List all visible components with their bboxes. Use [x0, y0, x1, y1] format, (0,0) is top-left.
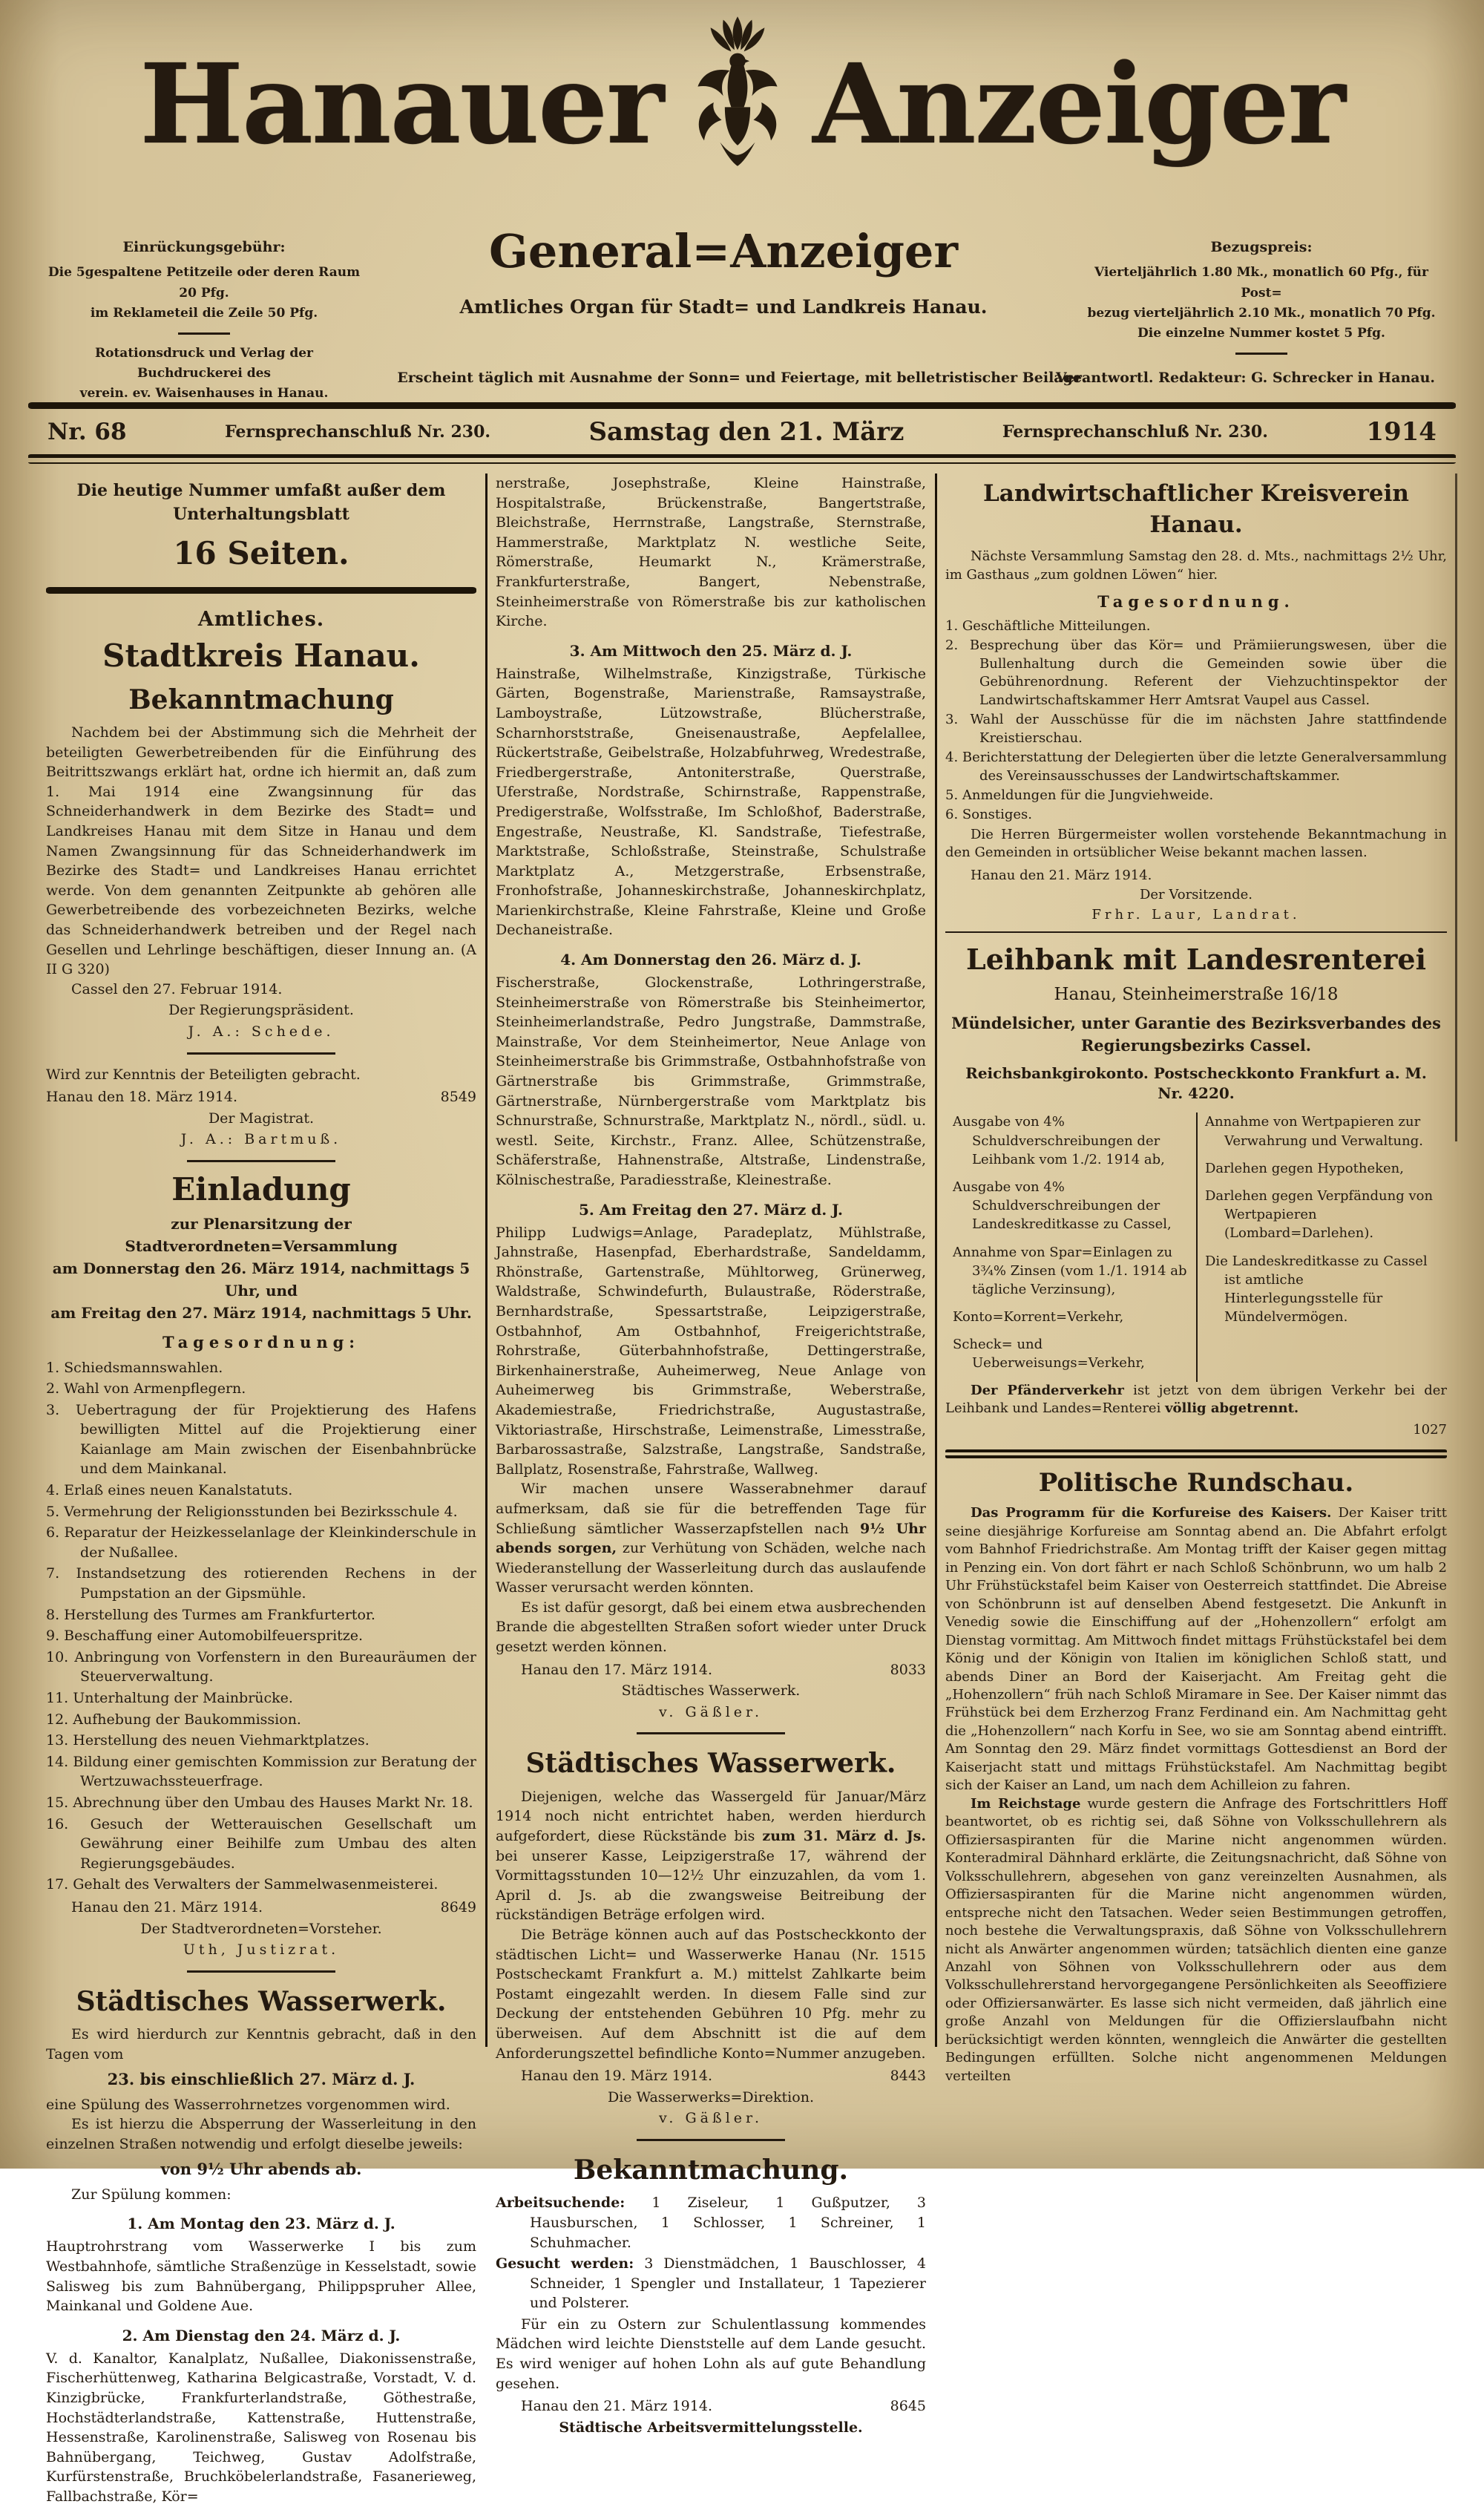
service-item: Ausgabe von 4% Schuldverschreibungen der Leihbank vom 1./2. 1914 ab,: [953, 1114, 1165, 1167]
news-reichstag: [945, 1795, 1447, 2086]
separator: [945, 931, 1447, 933]
date-ref-row: [46, 1087, 476, 1107]
payment-notice: [496, 1787, 926, 1925]
street-list: Hainstraße, Wilhelmstraße, Kinzigstraße, Türkische Gärten, Bogenstraße, Marienstraße, Ramsaystraße, Lamboystraße, Lützowstraße, Blücherstraße, Scharnhorststraße, Gneisenaustraße, Aepfelallee, Rückertstraße, Geibelstraße, Holzabfuhrweg, Wredestraße, Friedbergerstraße, Antoniterstraße, Querstraße, Uferstraße, Nordstraße, Schirnstraße, Rappenstraße, Predigerstraße, Wolfsstraße, Im Schloßhof, Baderstraße, Engestraße, Neustraße, Kl. Sandstraße, Tiefestraße, Marktstraße, Schloßstraße, Steinstraße, Schulstraße Marktplatz A., Metzgerstraße, Erbsenstraße, Fronhofstraße, Johanneskirchstraße, Johanneskirchplatz, Marienkirchstraße, Kleine Fahrstraße, Kleine und Große Dechaneistraße.: [496, 665, 926, 939]
waterworks-text: Zur Spülung kommen:: [71, 2186, 232, 2203]
agenda-item: 6. Reparatur der Heizkesselanlage der Kleinkinderschule in der Nußallee.: [46, 1524, 476, 1561]
signature: v. Gäßler.: [658, 2110, 764, 2127]
separator: [187, 1970, 335, 1973]
leihbank-accounts: [945, 1064, 1447, 1104]
street-list: Hauptrohrstrang vom Wasserwerke I bis zum Westbahnhofe, sämtliche Straßenzüge in Kesselstadt, sowie Salisweg bis zum Bahnübergang, Philippspruher Allee, Mainkanal und Goldene Aue.: [46, 2238, 476, 2315]
pawn-notice: [945, 1382, 1447, 1418]
dateline: [47, 413, 1437, 451]
issue-date: Samstag den 21. März: [588, 417, 904, 447]
mayors-note: Die Herren Bürgermeister wollen vorstehende Bekanntmachung in den Gemeinden in ortsüblicher Weise bekannt machen lassen.: [945, 826, 1447, 861]
signature: Städtisches Wasserwerk.: [621, 1682, 801, 1700]
heading-leihbank: Leihbank mit Landesrenterei: [965, 943, 1427, 977]
accounts-line: Reichsbankgirokonto. Postscheckkonto Frankfurt a. M.: [965, 1064, 1427, 1083]
fees-line: Die 5gespaltene Petitzeile oder deren Raum 20 Pfg.: [47, 265, 361, 301]
signature: Uth, Justizrat.: [183, 1941, 340, 1959]
signature: Der Stadtverordneten=Vorsteher.: [140, 1920, 382, 1937]
service-item: Darlehen gegen Hypotheken,: [1205, 1160, 1404, 1176]
date-ref-row: [496, 2066, 926, 2086]
fees-line: verein. ev. Waisenhauses in Hanau.: [79, 386, 329, 402]
separator: [187, 1052, 335, 1055]
banner-page-count: 16 Seiten.: [173, 534, 349, 571]
fees-line: Rotationsdruck und Verlag der Buchdruckerei des: [94, 345, 314, 381]
signature: Die Wasserwerks=Direktion.: [608, 2088, 814, 2105]
heading-wasserwerk-2: Städtisches Wasserwerk.: [525, 1748, 896, 1780]
leihbank-address: Hanau, Steinheimerstraße 16/18: [1054, 984, 1339, 1004]
invitation-line: am Freitag den 27. März 1914, nachmittags 5 Uhr.: [50, 1304, 472, 1323]
notice-text: zur Verhütung von Schäden, welche nach Wiederanstellung der Wasserleitung durch das auslaufende Wasser verursacht werden könnten.: [496, 1540, 926, 1596]
masthead-title-right: Anzeiger: [812, 39, 1345, 168]
heading-tagesordnung: Tagesordnung.: [1097, 592, 1295, 612]
agenda-item: 15. Abrechnung über den Umbau des Hauses Markt Nr. 18.: [46, 1794, 473, 1811]
agenda-list: [945, 617, 1447, 825]
leihbank-services-right: [1196, 1112, 1447, 1381]
article-text: Der Kaiser tritt seine diesjährige Korfureise am Sonntag abend an. Die Abfahrt erfolgt vom Bahnhof Friedrichstraße. Am Montag trifft der Kaiser gegen mittag in Penzing ein. Von dort fährt er nach Schloß Schönbrunn, wo um halb 2 Uhr Frühstückstafel beim Kaiser von Oesterreich stattfindet. Die Abreise von Schönbrunn ist auf denselben Abend festgesetzt. Die Ankunft in Venedig sowie die Einschiffung auf der „Hohenzollern“ erfolgt am Dienstag vormittag. Am Mittwoch findet mittags Frühstückstafel bei dem König und der Königin von Italien im königlichen Schloß statt, und abends Diner an Bord der Kaiserjacht. Am Freitag geht die „Hohenzollern“ früh nach Schloß Miramare in See. Der Kaiser nimmt das Frühstück bei dem Erzherzog Franz Ferdinand ein. Am Nachmittag geht die „Hohenzollern“ nach Korfu in See, wo sie am Sonntag abend eintrifft. Am Sonntag den 29. März findet vormittags Gottesdienst an Bord der Kaiserjacht statt und mittags Frühstückstafel. Am Nachmittag begibt sich der Kaiser an Land, um nach dem Achilleion zu fahren.: [945, 1505, 1447, 1794]
signature: Der Vorsitzende.: [1139, 887, 1253, 903]
label: Gesucht werden:: [496, 2255, 634, 2272]
service-item: Ausgabe von 4% Schuldverschreibungen der Landeskreditkasse zu Cassel,: [953, 1179, 1172, 1233]
job-seekers: [496, 2193, 926, 2252]
divider: [1235, 353, 1287, 355]
publish-line: Erscheint täglich mit Ausnahme der Sonn= und Feiertage, mit belletristischer Beilage.: [397, 370, 1087, 386]
news-kaiser-corfu: [945, 1504, 1447, 1795]
signature: J. A.: Bartmuß.: [180, 1131, 342, 1148]
signature: Der Regierungspräsident.: [168, 1002, 354, 1019]
note: Wird zur Kenntnis der Beteiligten gebracht.: [46, 1066, 361, 1083]
reference-number: 8443: [890, 2068, 926, 2085]
place-date: Hanau den 21. März 1914.: [521, 2398, 712, 2415]
place-date: Hanau den 19. März 1914.: [521, 2068, 712, 2085]
rule: [28, 402, 1456, 409]
date-ref-row: [46, 1898, 476, 1918]
agenda-item: 17. Gehalt des Verwalters der Sammelwasenmeisterei.: [46, 1876, 439, 1893]
street-list: Philipp Ludwigs=Anlage, Paradeplatz, Mühlstraße, Jahnstraße, Hasenpfad, Eberhardstraße, Sandeldamm, Rhönstraße, Gartenstraße, Mühltorweg, Grünerweg, Waldstraße, Schwindefurth, Bulaustraße, Röderstraße, Bernhardstraße, Spessartstraße, Leipzigerstraße, Ostbahnhof, Am Ostbahnhof, Freigerichtstraße, Rohrstraße, Güterbahnhofstraße, Dettingerstraße, Birkenhainerstraße, Auheimerweg, Neue Anlage von Auheimerweg bis Grimmstraße, Weberstraße, Akademiestraße, Friedrichstraße, Augustastraße, Viktoriastraße, Hirschstraße, Leimenstraße, Limesstraße, Barbarossastraße, Salzstraße, Langstraße, Sandstraße, Ballplatz, Rosenstraße, Fahrstraße, Wallweg.: [496, 1224, 926, 1478]
job-notice: Für ein zu Ostern zur Schulentlassung kommendes Mädchen wird leichte Dienststelle auf dem Lande gesucht. Es wird weniger auf hohen Lohn als auf gute Behandlung gesehen.: [496, 2316, 926, 2392]
notice-bold: völlig abgetrennt.: [1165, 1400, 1299, 1417]
notice-bold: zum 31. März d. Js.: [762, 1828, 926, 1845]
price-box: [1083, 223, 1439, 364]
day-heading: 5. Am Freitag den 27. März d. J.: [578, 1200, 844, 1219]
section-heading-amtliches: Amtliches.: [197, 607, 325, 631]
agenda-item: 2. Besprechung über das Kör= und Prämiierungswesen, über die Bullenhaltung durch die Gemeinden sowie über die Gebührenordnung. Referent der Viehzuchtinspektor der Landwirtschaftskammer Herr Amtsrat Vaupel aus Cassel.: [945, 638, 1447, 708]
agenda-item: 9. Beschaffung einer Automobilfeuerspritze.: [46, 1628, 364, 1645]
announcement-text: Nachdem bei der Abstimmung sich die Mehrheit der beteiligten Gewerbetreibenden für die Einführung des Beitrittszwangs erklärt hat, ordne ich hiermit an, daß zum 1. Mai 1914 eine Zwangsinnung für das Schneiderhandwerk in dem Bezirke des Stadt= und Landkreises Hanau mit dem Sitze in Hanau und dem Namen Zwangsinnung für das Schneiderhandwerk im Bezirke des Stadt= und Landkreises Hanau errichtet werde. Von dem genannten Zeitpunkte ab gehören alle Gewerbetreibende des vorbezeichneten Bezirks, welche das Schneiderhandwerk betreiben und der Regel nach Gesellen und Lehrlinge beschäftigen, dieser Innung an. (A II G 320): [46, 724, 476, 978]
customer-notice: [496, 1479, 926, 1598]
day-heading: 3. Am Mittwoch den 25. März d. J.: [569, 641, 853, 660]
double-rule: [945, 1449, 1447, 1458]
fire-notice: Es ist dafür gesorgt, daß bei einem etwa ausbrechenden Brande die abgestellten Straßen sofort wieder unter Druck gesetzt werden können.: [496, 1599, 926, 1656]
page-body: [46, 473, 1448, 2505]
signature: v. Gäßler.: [658, 1703, 764, 1720]
notice-text: ist jetzt von dem übrigen Verkehr bei der Leihbank und Landes=Renterei: [945, 1382, 1448, 1417]
place-date: Cassel den 27. Februar 1914.: [71, 980, 283, 997]
agenda-item: 3. Uebertragung der für Projektierung des Hafens bewilligten Mittel auf die Projektierung einer Kaianlage am Main zwischen der Eisenbahnbrücke und dem Mainkanal.: [46, 1401, 476, 1478]
rule: [46, 587, 476, 594]
agenda-item: 5. Anmeldungen für die Jungviehweide.: [945, 787, 1214, 804]
agenda-item: 1. Geschäftliche Mitteilungen.: [945, 617, 1151, 634]
flushing-dates: 23. bis einschließlich 27. März d. J.: [107, 2070, 416, 2089]
notice-bold: Der Pfänderverkehr: [971, 1382, 1124, 1398]
signature: Der Magistrat.: [208, 1110, 315, 1127]
fees-line: im Reklameteil die Zeile 50 Pfg.: [90, 305, 318, 321]
responsible-editor: Verantwortl. Redakteur: G. Schrecker in Hanau.: [1055, 370, 1435, 386]
phone-left: Fernsprechanschluß Nr. 230.: [224, 422, 491, 442]
heading-stadtkreis: Stadtkreis Hanau.: [102, 638, 420, 675]
heading-rundschau: Politische Rundschau.: [1038, 1468, 1354, 1498]
day-heading: 4. Am Donnerstag den 26. März d. J.: [560, 951, 861, 969]
signature: Frhr. Laur, Landrat.: [1091, 906, 1301, 922]
subtitle: General=Anzeiger: [488, 224, 959, 278]
day-heading: 1. Am Montag den 23. März d. J.: [127, 2215, 395, 2233]
job-list: 3 Dienstmädchen, 1 Bauschlosser, 4 Schneider, 1 Spengler und Installateur, 1 Tapezierer und Polsterer.: [530, 2255, 926, 2312]
agenda-item: 10. Anbringung von Vorfenstern in den Bureauräumen der Steuerverwaltung.: [46, 1648, 476, 1685]
leihbank-services-left: [945, 1112, 1196, 1381]
notice-text: bei unserer Kasse, Leipzigerstraße 17, während der Vormittagsstunden 10—12½ Uhr einzuzahlen, da vom 1. April d. Js. ab die zwangsweise Beitreibung der rückständigen Beträge erfolgen wird.: [496, 1847, 926, 1924]
guarantee-line: Regierungsbezirks Cassel.: [1080, 1035, 1312, 1055]
column-divider: [485, 473, 487, 2047]
invitation-line: am Donnerstag den 26. März 1914, nachmittags 5 Uhr, und: [52, 1259, 470, 1300]
agenda-item: 5. Vermehrung der Religionsstunden bei Bezirksschule 4.: [46, 1503, 458, 1520]
guarantee-line: Mündelsicher, unter Garantie des Bezirksverbandes des: [951, 1014, 1441, 1033]
service-item: Annahme von Wertpapieren zur Verwahrung und Verwaltung.: [1205, 1114, 1423, 1149]
street-list-continued: nerstraße, Josephstraße, Kleine Hainstraße, Hospitalstraße, Brückenstraße, Bangertstraße, Bleichstraße, Herrnstraße, Langstraße, Sternstraße, Hammerstraße, Marktplatz N. westliche Seite, Römerstraße, Heumarkt N., Krämerstraße, Frankfurterstraße, Bangert, Nebenstraße, Steinheimerstraße von Römerstraße bis zur katholischen Kirche.: [496, 475, 926, 630]
agenda-item: 1. Schiedsmannswahlen.: [46, 1359, 223, 1376]
place-date: Hanau den 18. März 1914.: [46, 1089, 237, 1106]
masthead-center: [434, 223, 1013, 318]
date-ref-row: [496, 2396, 926, 2416]
notice-text: Diejenigen, welche das Wassergeld für Januar/März 1914 noch nicht entrichtet haben, werden hierdurch aufgefordert, diese Rückstände bis: [496, 1788, 926, 1845]
page-edge-line: [1455, 473, 1457, 1141]
article-lead: Im Reichstage: [971, 1795, 1081, 1812]
leihbank-guarantee: [945, 1012, 1447, 1056]
separator: [187, 1160, 335, 1162]
price-line: bezug vierteljährlich 2.10 Mk., monatlich 70 Pfg.: [1087, 305, 1436, 321]
agenda-item: 7. Instandsetzung des rotierenden Rechens in der Pumpstation an der Gipsmühle.: [46, 1565, 476, 1602]
signature: J. A.: Schede.: [188, 1023, 335, 1040]
price-line: Vierteljährlich 1.80 Mk., monatlich 60 Pfg., für Post=: [1094, 265, 1428, 301]
invitation-sublines: [46, 1213, 476, 1324]
heading-tagesordnung: Tagesordnung:: [162, 1333, 361, 1352]
agenda-item: 16. Gesuch der Wetterauischen Gesellschaft um Gewährung einer Beihilfe zum Umbau des alten Regierungsgebäudes.: [46, 1815, 476, 1872]
date-ref-row: [496, 1660, 926, 1680]
publish-row: [0, 370, 1484, 395]
flushing-time: von 9½ Uhr abends ab.: [160, 2160, 362, 2179]
notice-bold: 9½ Uhr abends sorgen,: [496, 1520, 927, 1557]
invitation-line: zur Plenarsitzung der Stadtverordneten=Versammlung: [125, 1215, 398, 1256]
job-list: 1 Ziseleur, 1 Gußputzer, 3 Hausburschen, 1 Schlosser, 1 Schreiner, 1 Schuhmacher.: [530, 2195, 926, 2251]
heraldic-eagle-crest-icon: [682, 13, 793, 194]
column-divider: [935, 473, 937, 2047]
agenda-list: [46, 1358, 476, 1895]
reference-number: 8649: [440, 1898, 476, 1916]
notice-text: Wir machen unsere Wasserabnehmer darauf aufmerksam, daß sie für die betreffenden Tage für Schließung sämtlicher Wasserzapfstellen nach: [496, 1481, 926, 1537]
reference-number: 8033: [890, 1661, 926, 1678]
fees-box-title: Einrückungsgebühr:: [122, 239, 286, 255]
separator: [637, 1732, 785, 1734]
agenda-item: 4. Berichterstattung der Delegierten über die letzte Generalversammlung des Vereinsausschusses der Landwirtschaftskammer.: [945, 750, 1447, 784]
divider: [178, 332, 230, 335]
label: Arbeitsuchende:: [496, 2195, 626, 2212]
leihbank-services: [945, 1112, 1447, 1381]
agenda-item: 11. Unterhaltung der Mainbrücke.: [46, 1690, 293, 1706]
service-item: Annahme von Spar=Einlagen zu 3¾% Zinsen (vom 1./1. 1914 ab tägliche Verzinsung),: [953, 1244, 1187, 1297]
place-date: Hanau den 21. März 1914.: [971, 867, 1152, 883]
agenda-item: 6. Sonstiges.: [945, 807, 1033, 823]
agenda-item: 8. Herstellung des Turmes am Frankfurtertor.: [46, 1606, 375, 1623]
reference-number: 8549: [440, 1089, 476, 1106]
postal-payment-notice: Die Beträge können auch auf das Postscheckkonto der städtischen Licht= und Wasserwerke Hanau (Nr. 1515 Postscheckamt Frankfurt a. M.) mittelst Zahlkarte beim Postamt eingezahlt werden. In diesem Falle sind zur Deckung der entstehenden Gebühren 10 Pfg. mehr zu überweisen. Auf dem Abschnitt ist die auf dem Anforderungszettel befindliche Konto=Nummer anzugeben.: [496, 1926, 926, 2062]
article-text: wurde gestern die Anfrage des Fortschrittlers Hoff beantwortet, ob es richtig sei, daß Söhne von Volksschullehrern als Offiziersaspiranten für die Marine nicht angenommen würden. Konteradmiral Dähnhard erklärte, die Zeitungsnachricht, daß Söhne von Volksschullehrern, abgesehen von ganz vereinzelten Ausnahmen, als Offiziersaspiranten für die Marine nicht angenommen würden, entspreche nicht den Tatsachen. Weder seien Bestimmungen getroffen, noch bestehe die Verwaltungspraxis, daß Söhne von Volksschullehrern nicht als Anwärter angenommen würden; tatsächlich dienten eine ganze Anzahl von Söhnen von Volksschullehrern oder aus dem Volksschullehrerstand hervorgegangene Persönlichkeiten als Seeoffiziere oder Offiziersanwärter. Es lasse sich nicht vermeiden, daß jährlich eine große Anzahl von Meldungen für die Offizierslaufbahn nicht berücksichtigt werden könnten, wenngleich die Anwärter die gestellten Bedingungen erfüllten. Solche nicht angenommenen Meldungen verteilten: [945, 1795, 1447, 2084]
ref-row: [945, 1421, 1447, 1439]
signature: Städtische Arbeitsvermittelungsstelle.: [559, 2419, 863, 2436]
agenda-item: 3. Wahl der Ausschüsse für die im nächsten Jahre stattfindende Kreistierschau.: [945, 712, 1447, 746]
waterworks-text: eine Spülung des Wasserrohrnetzes vorgenommen wird.: [46, 2096, 450, 2113]
rule: [28, 454, 1456, 464]
column-3: [945, 473, 1447, 2085]
heading-einladung: Einladung: [171, 1170, 351, 1207]
agenda-item: 2. Wahl von Armenpflegern.: [46, 1380, 246, 1397]
phone-right: Fernsprechanschluß Nr. 230.: [1002, 422, 1268, 442]
service-item: Scheck= und Ueberweisungs=Verkehr,: [953, 1337, 1145, 1372]
account-number: Nr. 4220.: [1158, 1084, 1235, 1103]
separator: [637, 2139, 785, 2141]
reference-number: 1027: [1413, 1421, 1447, 1438]
service-item: Darlehen gegen Verpfändung von Wertpapieren (Lombard=Darlehen).: [1205, 1187, 1434, 1242]
heading-kreisverein: Landwirtschaftlicher Kreisverein Hanau.: [983, 480, 1409, 539]
pages-banner: [46, 473, 476, 578]
agenda-item: 14. Bildung einer gemischten Kommission zur Beratung der Wertzuwachssteuerfrage.: [46, 1753, 476, 1790]
street-list: V. d. Kanaltor, Kanalplatz, Nußallee, Diakonissenstraße, Fischerhüttenweg, Katharina Belgicastraße, Vorstadt, V. d. Kinzigbrücke, Frankfurterlandstraße, Göthestraße, Hochstädterlandstraße, Kattenstraße, Huttenstraße, Hessenstraße, Karolinenstraße, Salisweg von Rosenau bis Bahnübergang, Teichweg, Gustav Adolfstraße, Kurfürstenstraße, Bruchköbelerlandstraße, Fasanerieweg, Fallbachstraße, Kör=: [46, 2350, 476, 2505]
meeting-announcement: Nächste Versammlung Samstag den 28. d. Mts., nachmittags 2½ Uhr, im Gasthaus „zum goldnen Löwen“ hier.: [945, 548, 1447, 583]
place-date: Hanau den 21. März 1914.: [71, 1898, 263, 1916]
service-item: Konto=Korrent=Verkehr,: [953, 1309, 1124, 1325]
masthead-title-left: Hanauer: [139, 39, 663, 168]
street-list: Fischerstraße, Glockenstraße, Lothringerstraße, Steinheimerstraße von Römerstraße bis Steinheimertor, Steinheimerlandstraße, Pedro Jungstraße, Dammstraße, Mainstraße, Vor dem Steinheimertor, Neue Anlage von Steinheimerstraße bis Grimmstraße, Ostbahnhofstraße von Gärtnerstraße bis Grimmstraße, Grimmstraße, Gärtnerstraße, Nürnbergerstraße vom Marktplatz bis Schnurstraße, Schnurstraße, Marktplatz N., nördl., südl. u. westl. Seite, Kirchstr., Franz. Allee, Schützenstraße, Schäferstraße, Hahnenstraße, Altstraße, Lindenstraße, Kölnischestraße, Paradiesstraße, Kleinestraße.: [496, 974, 926, 1188]
price-box-title: Bezugspreis:: [1210, 239, 1313, 255]
waterworks-text: Es ist hierzu die Absperrung der Wasserleitung in den einzelnen Straßen notwendig und erfolgt dieselbe jeweils:: [46, 2116, 476, 2152]
jobs-wanted: [496, 2254, 926, 2313]
waterworks-intro: Es wird hierdurch zur Kenntnis gebracht, daß in den Tagen vom: [46, 2026, 476, 2062]
agenda-item: 13. Herstellung des neuen Viehmarktplatzes.: [46, 1732, 370, 1749]
agenda-item: 4. Erlaß eines neuen Kanalstatuts.: [46, 1482, 293, 1499]
issue-year: 1914: [1366, 417, 1437, 447]
reference-number: 8645: [890, 2398, 926, 2415]
day-heading: 2. Am Dienstag den 24. März d. J.: [122, 2326, 401, 2344]
agenda-item: 12. Aufhebung der Baukommission.: [46, 1711, 301, 1728]
masthead: [0, 13, 1484, 194]
column-2: [496, 473, 926, 2439]
service-item: Die Landeskreditkasse zu Cassel ist amtliche Hinterlegungsstelle für Mündelvermögen.: [1205, 1253, 1428, 1325]
organ-line: Amtliches Organ für Stadt= und Landkreis Hanau.: [459, 296, 988, 318]
heading-wasserwerk: Städtisches Wasserwerk.: [76, 1985, 447, 2017]
heading-bekanntmachung: Bekanntmachung: [128, 684, 394, 715]
heading-bekanntmachung-2: Bekanntmachung.: [573, 2154, 849, 2186]
issue-number: Nr. 68: [47, 419, 127, 445]
column-1: [46, 473, 476, 2507]
place-date: Hanau den 17. März 1914.: [521, 1661, 712, 1678]
banner-line: Die heutige Nummer umfaßt außer dem Unterhaltungsblatt: [76, 481, 446, 524]
price-line: Die einzelne Nummer kostet 5 Pfg.: [1137, 325, 1385, 341]
article-lead: Das Programm für die Korfureise des Kaisers.: [971, 1505, 1332, 1521]
